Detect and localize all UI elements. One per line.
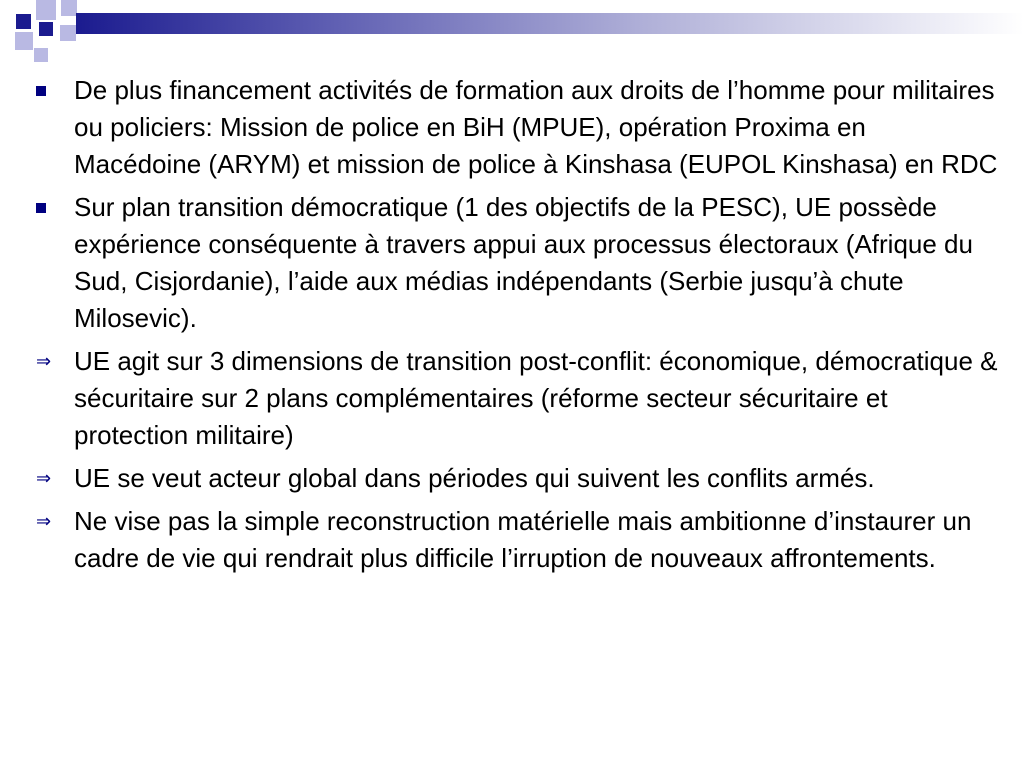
double-arrow-icon: ⇒ bbox=[36, 351, 52, 372]
decor-square bbox=[60, 25, 76, 41]
double-arrow-icon: ⇒ bbox=[36, 468, 52, 489]
bullet-list bbox=[32, 72, 1000, 583]
square-bullet-icon bbox=[36, 72, 66, 109]
list-item bbox=[32, 503, 1000, 577]
list-item-text: De plus financement activités de formation aux droits de l’homme pour militaires ou policiers: Mission de police en BiH (MPUE), opération Proxima en Macédoine (ARYM) et mission de police à Kinshasa (EUPOL Kinshasa) en RDC bbox=[74, 75, 998, 179]
decor-square bbox=[16, 14, 31, 29]
decor-square bbox=[36, 0, 56, 20]
list-item-text: UE agit sur 3 dimensions de transition post-conflit: économique, démocratique & sécuritaire sur 2 plans complémentaires (réforme secteur sécuritaire et protection militaire) bbox=[74, 346, 998, 450]
list-item-text: Sur plan transition démocratique (1 des objectifs de la PESC), UE possède expérience conséquente à travers appui aux processus électoraux (Afrique du Sud, Cisjordanie), l’aide aux médias indépendants (Serbie jusqu’à chute Milosevic). bbox=[74, 192, 973, 333]
decor-square bbox=[61, 0, 77, 16]
decor-square bbox=[39, 22, 53, 36]
list-item bbox=[32, 72, 1000, 183]
list-item-text: UE se veut acteur global dans périodes qui suivent les conflits armés. bbox=[74, 463, 875, 493]
decor-square bbox=[15, 32, 33, 50]
decor-square bbox=[34, 48, 48, 62]
list-item bbox=[32, 343, 1000, 454]
list-item bbox=[32, 460, 1000, 497]
list-item-text: Ne vise pas la simple reconstruction matérielle mais ambitionne d’instaurer un cadre de vie qui rendrait plus difficile l’irruption de nouveaux affrontements. bbox=[74, 506, 972, 573]
header-gradient-bar bbox=[76, 13, 1024, 34]
double-arrow-icon: ⇒ bbox=[36, 511, 52, 532]
list-item bbox=[32, 189, 1000, 337]
square-bullet-icon bbox=[36, 189, 66, 226]
